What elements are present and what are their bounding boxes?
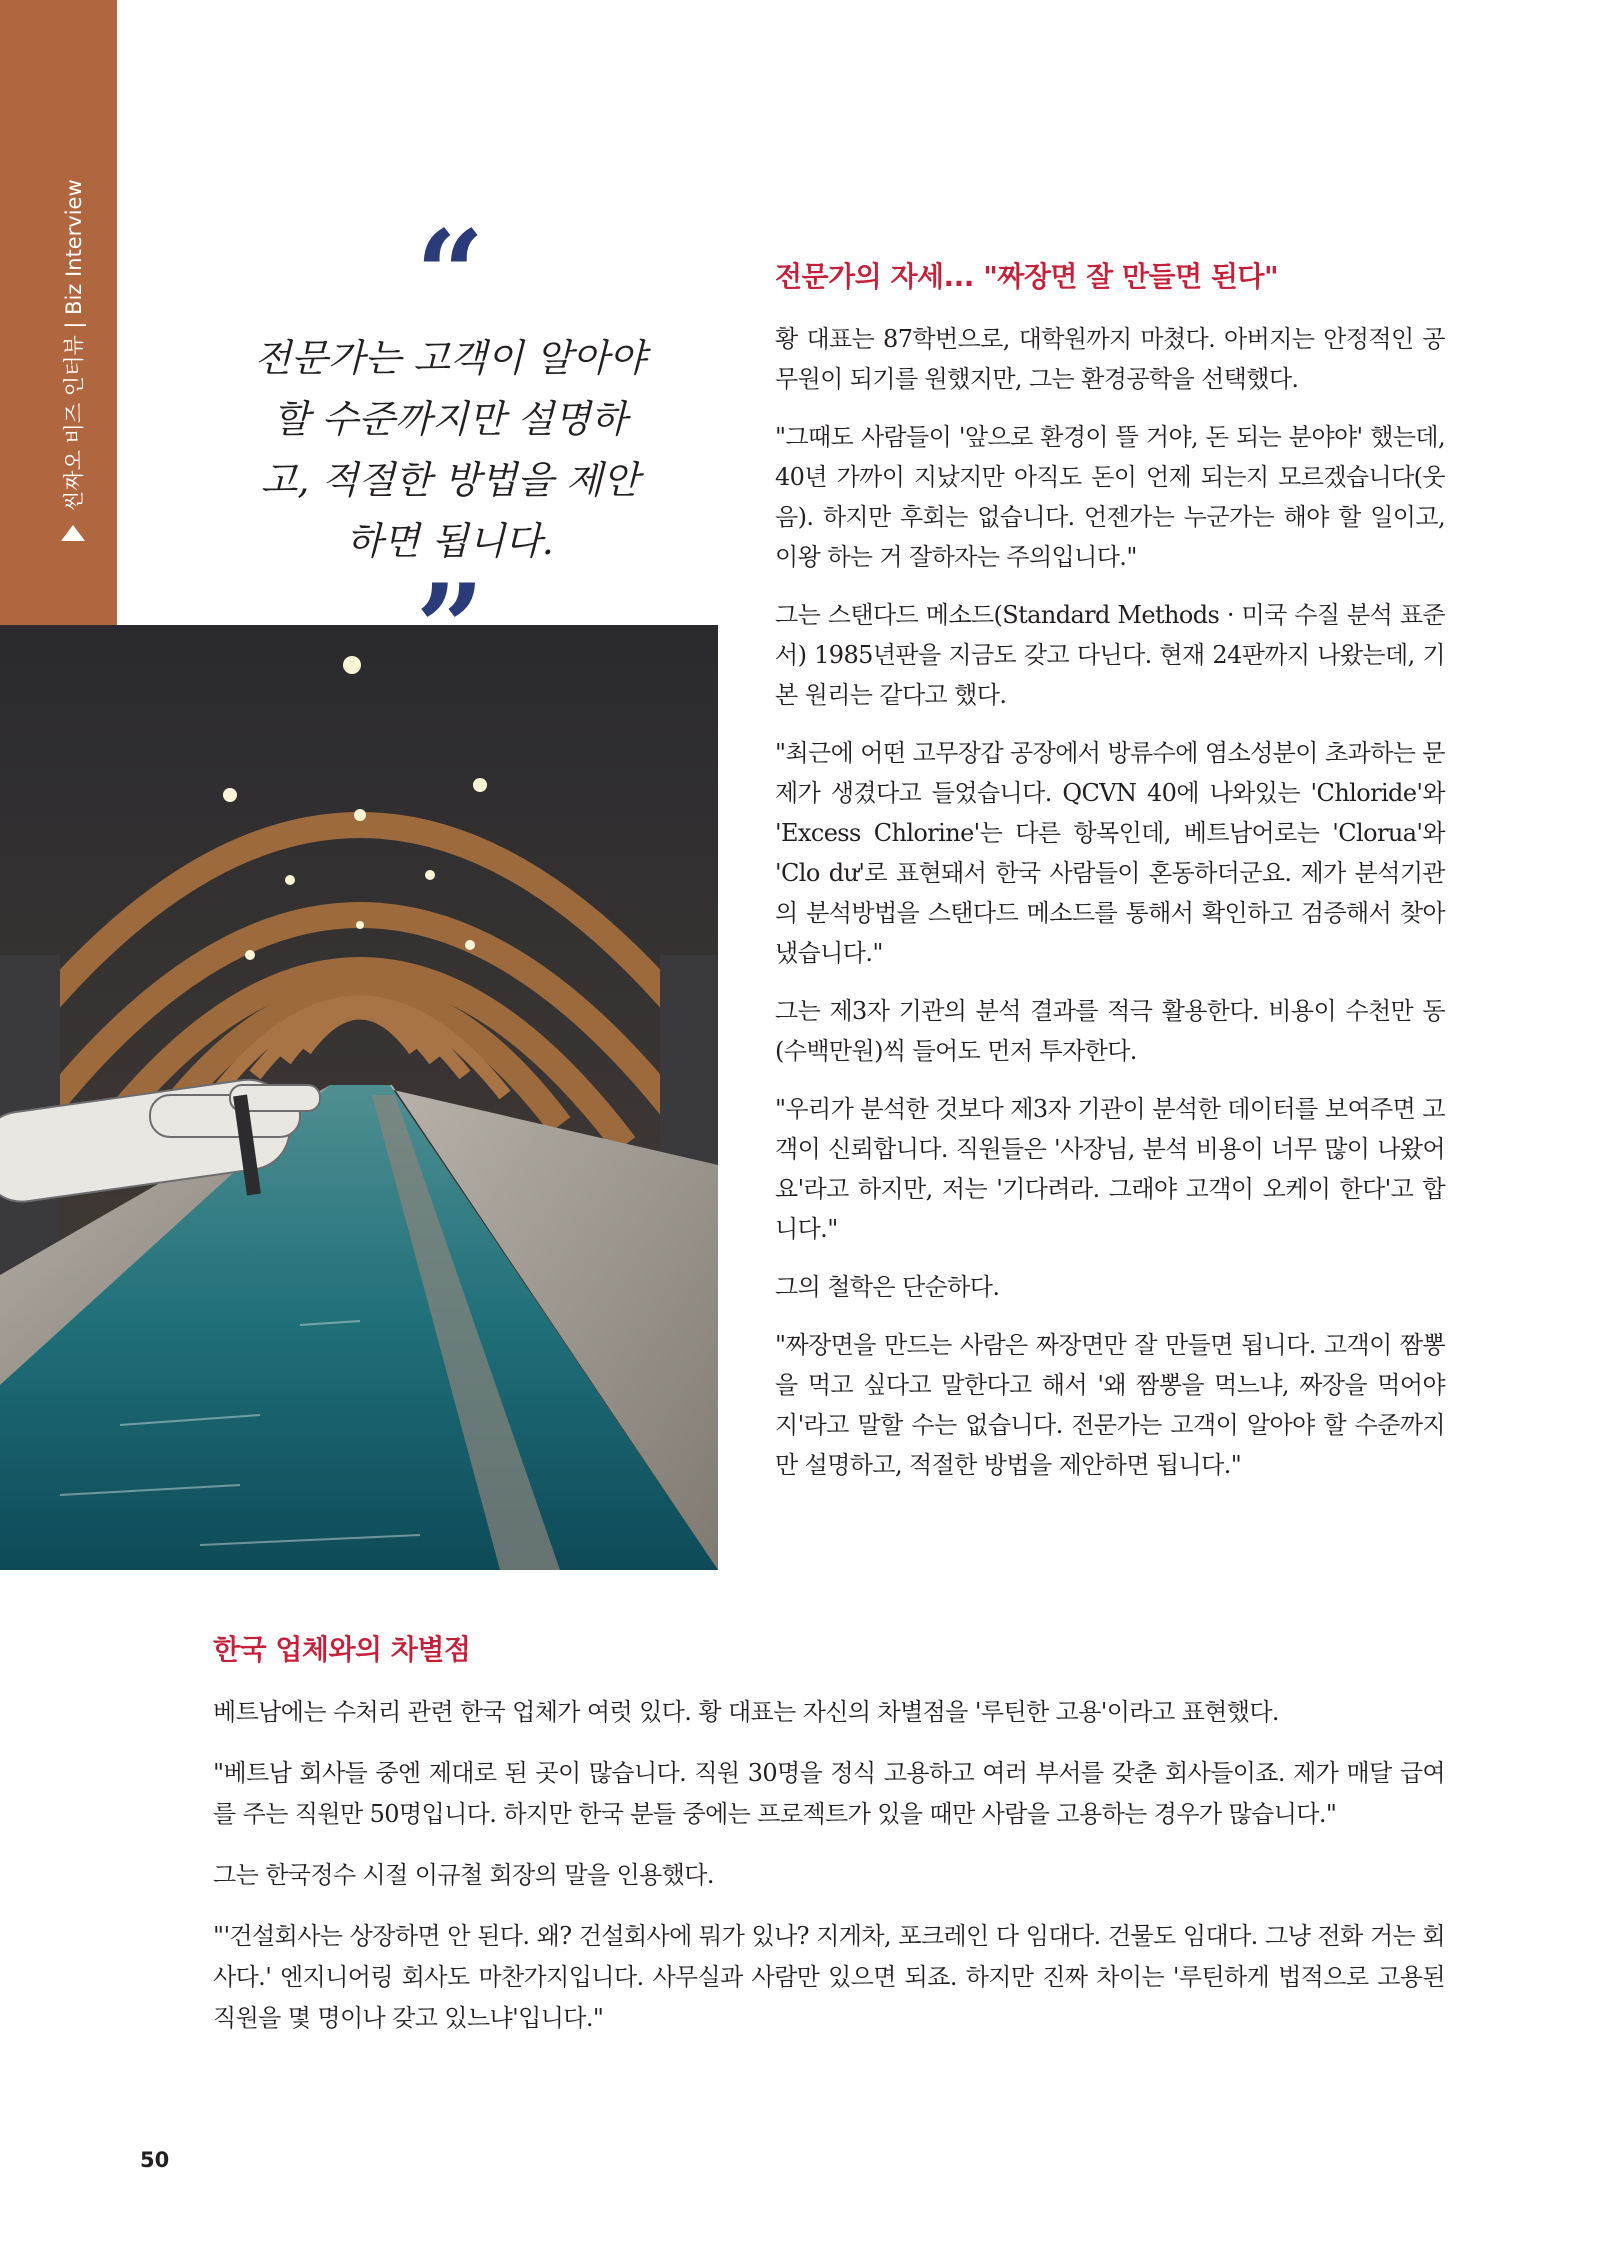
paragraph: "우리가 분석한 것보다 제3자 기관이 분석한 데이터를 보여주면 고객이 신뢰합니다. 직원들은 '사장님, 분석 비용이 너무 많이 나왔어요'라고 하지만, 저는 '기다려라. 그래야 고객이 오케이 한다'고 합니다." [775,1095,1445,1243]
bottom-section [213,1628,1445,2059]
section-label-text: 씬짜오 비즈 인터뷰 | Biz Interview [62,179,86,511]
pull-quote [250,204,650,664]
pull-quote-text: 전문가는 고객이 알아야 할 수준까지만 설명하고, 적절한 방법을 제안하면 됩니다. [254,336,646,563]
page-number: 50 [140,2148,170,2172]
paragraph: 베트남에는 수처리 관련 한국 업체가 여럿 있다. 황 대표는 자신의 차별점을 '루틴한 고용'이라고 표현했다. [213,1698,1279,1726]
paragraph: 그는 한국정수 시절 이규철 회장의 말을 인용했다. [213,1861,714,1889]
paragraph: "베트남 회사들 중엔 제대로 된 곳이 많습니다. 직원 30명을 정식 고용하고 여러 부서를 갖춘 회사들이죠. 제가 매달 급여를 주는 직원만 50명입니다. 하지만 한국 분들 중에는 프로젝트가 있을 때만 사람을 고용하는 경우가 많습니다." [213,1759,1445,1828]
section-heading: 전문가의 자세... "짜장면 잘 만들면 된다" [775,260,1279,293]
paragraph: 그의 철학은 단순하다. [775,1273,1000,1301]
paragraph: 그는 제3자 기관의 분석 결과를 적극 활용한다. 비용이 수천만 동(수백만원)씩 들어도 먼저 투자한다. [775,997,1445,1065]
water-treatment-tunnel-photo [0,625,718,1570]
right-column [775,255,1445,1503]
paragraph: "짜장면을 만드는 사람은 짜장면만 잘 만들면 됩니다. 고객이 짬뽕을 먹고 싶다고 말한다고 해서 '왜 짬뽕을 먹느냐, 짜장을 먹어야지'라고 말할 수는 없습니다. 전문가는 고객이 알아야 할 수준까지만 설명하고, 적절한 방법을 제안하면 됩니다." [775,1331,1445,1479]
triangle-icon [61,525,85,541]
open-quote-icon: “ [415,204,485,345]
paragraph: 황 대표는 87학번으로, 대학원까지 마쳤다. 아버지는 안정적인 공무원이 되기를 원했지만, 그는 환경공학을 선택했다. [775,325,1445,393]
paragraph: "'건설회사는 상장하면 안 된다. 왜? 건설회사에 뭐가 있나? 지게차, 포크레인 다 임대다. 건물도 임대다. 그냥 전화 거는 회사다.' 엔지니어링 회사도 마찬가지입니다. 사무실과 사람만 있으면 되죠. 하지만 진짜 차이는 '루틴하게 법적으로 고용된 직원을 몇 명이나 갖고 있느냐'입니다." [213,1922,1445,2032]
section-label [58,179,88,545]
paragraph: 그는 스탠다드 메소드(Standard Methods · 미국 수질 분석 표준서) 1985년판을 지금도 갖고 다닌다. 현재 24판까지 나왔는데, 기본 원리는 같다고 했다. [775,601,1445,709]
paragraph: "최근에 어떤 고무장갑 공장에서 방류수에 염소성분이 초과하는 문제가 생겼다고 들었습니다. QCVN 40에 나와있는 'Chloride'와 'Excess Chlorine'는 다른 항목인데, 베트남어로는 'Clorua'와 'Clo dư'로 표현돼서 한국 사람들이 혼동하더군요. 제가 분석기관의 분석방법을 스탠다드 메소드를 통해서 확인하고 검증해서 찾아냈습니다." [775,739,1445,967]
section-heading: 한국 업체와의 차별점 [213,1633,471,1666]
paragraph: "그때도 사람들이 '앞으로 환경이 뜰 거야, 돈 되는 분야야' 했는데, 40년 가까이 지났지만 아직도 돈이 언제 되는지 모르겠습니다(웃음). 하지만 후회는 없습니다. 언젠가는 누군가는 해야 할 일이고, 이왕 하는 거 잘하자는 주의입니다." [775,423,1445,571]
